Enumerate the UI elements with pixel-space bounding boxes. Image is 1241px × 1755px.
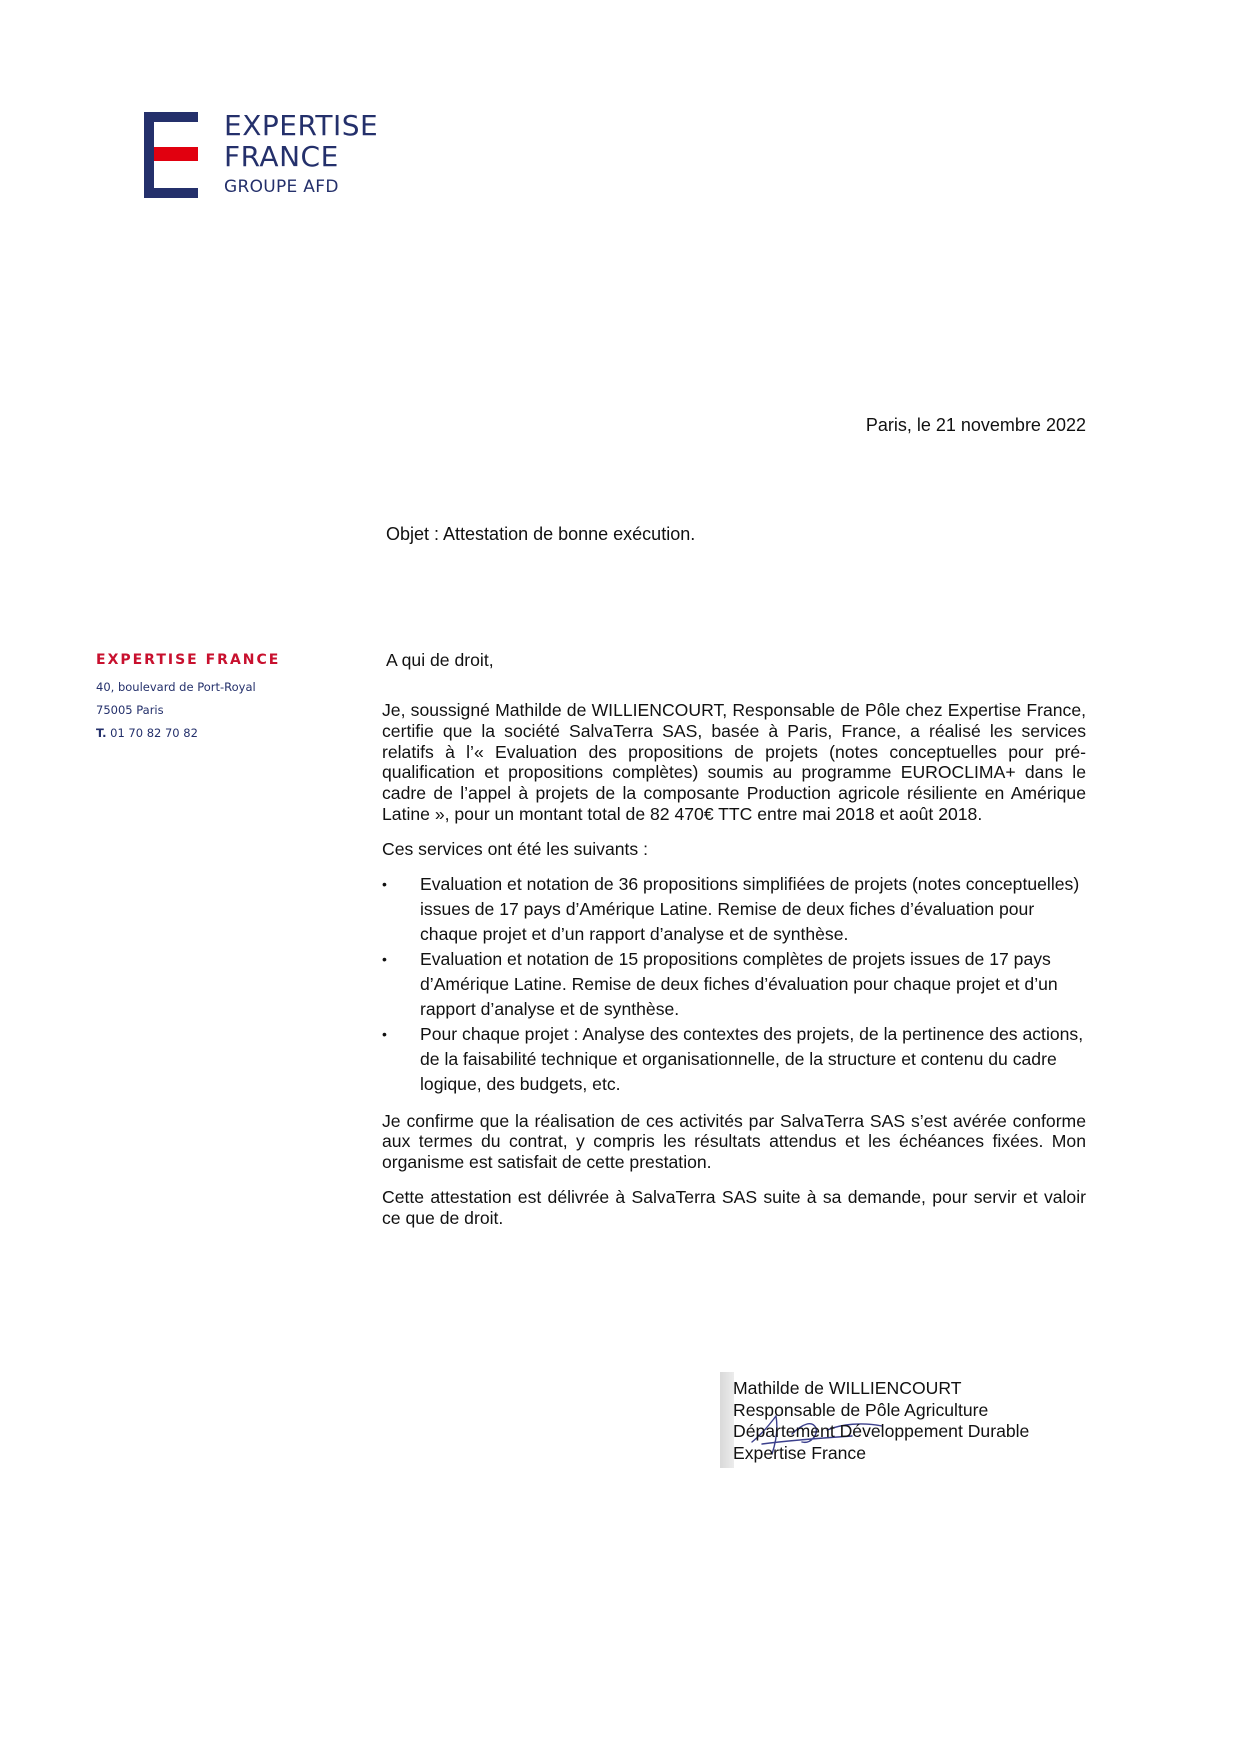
expertise-france-logo xyxy=(144,109,404,202)
logo-line-expertise: EXPERTISE xyxy=(224,109,379,142)
services-list xyxy=(382,872,1086,1097)
logo-mark-icon xyxy=(144,112,198,198)
sender-phone xyxy=(96,726,316,740)
letter-body xyxy=(382,650,1086,1243)
sender-address xyxy=(96,652,316,749)
services-intro: Ces services ont été les suivants : xyxy=(382,838,648,859)
paragraph-closing: Cette attestation est délivrée à SalvaTerra SAS suite à sa demande, pour servir et valoir ce que de droit. xyxy=(382,1186,1086,1228)
list-item: • Evaluation et notation de 36 propositions simplifiées de projets (notes conceptuelles) issues de 17 pays d’Amérique Latine. Remise de deux fiches d’évaluation pour chaque projet et d’un rapport d’analyse et de synthèse. xyxy=(382,872,1086,947)
paragraph-confirmation: Je confirme que la réalisation de ces activités par SalvaTerra SAS s’est avérée conforme aux termes du contrat, y compris les résultats attendus et les échéances fixées. Mon organisme est satisfait de cette prestation. xyxy=(382,1110,1086,1173)
logo-line-groupe-afd: GROUPE AFD xyxy=(224,177,339,197)
signatory-department: Département Développement Durable xyxy=(733,1421,1030,1441)
signatory-organization: Expertise France xyxy=(733,1442,866,1463)
signatory-title: Responsable de Pôle Agriculture xyxy=(733,1399,989,1420)
sender-city: 75005 Paris xyxy=(96,703,164,717)
salutation: A qui de droit, xyxy=(386,650,494,670)
phone-label: T. xyxy=(96,726,107,740)
logo-wordmark xyxy=(224,109,379,197)
sender-org-name: EXPERTISE FRANCE xyxy=(96,652,281,668)
letter-date: Paris, le 21 novembre 2022 xyxy=(865,415,1086,435)
list-item: • Evaluation et notation de 15 propositions complètes de projets issues de 17 pays d’Amérique Latine. Remise de deux fiches d’évaluation pour chaque projet et d’un rapport d’analyse et de synthèse. xyxy=(382,947,1086,1022)
signature-block xyxy=(720,1372,1080,1472)
paragraph-certification: Je, soussigné Mathilde de WILLIENCOURT, Responsable de Pôle chez Expertise France, certifie que la société SalvaTerra SAS, basée à Paris, France, a réalisé les services relatifs à l’« Evaluation des propositions de projets (notes conceptuelles pour pré-qualification et propositions complètes) soumis au programme EUROCLIMA+ dans le cadre de l’appel à projets de la composante Production agricole résiliente en Amérique Latine », pour un montant total de 82 470€ TTC entre mai 2018 et août 2018. xyxy=(382,700,1086,824)
signatory-name: Mathilde de WILLIENCOURT xyxy=(733,1378,962,1398)
letter-subject: Objet : Attestation de bonne exécution. xyxy=(386,524,696,544)
sender-street: 40, boulevard de Port-Royal xyxy=(96,680,256,694)
signatory-details xyxy=(733,1378,1029,1464)
phone-number: 01 70 82 70 82 xyxy=(110,726,198,740)
list-item: • Pour chaque projet : Analyse des contextes des projets, de la pertinence des actions, de la faisabilité technique et organisationnelle, de la structure et contenu du cadre logique, des budgets, etc. xyxy=(382,1022,1086,1097)
logo-line-france: FRANCE xyxy=(224,140,339,173)
